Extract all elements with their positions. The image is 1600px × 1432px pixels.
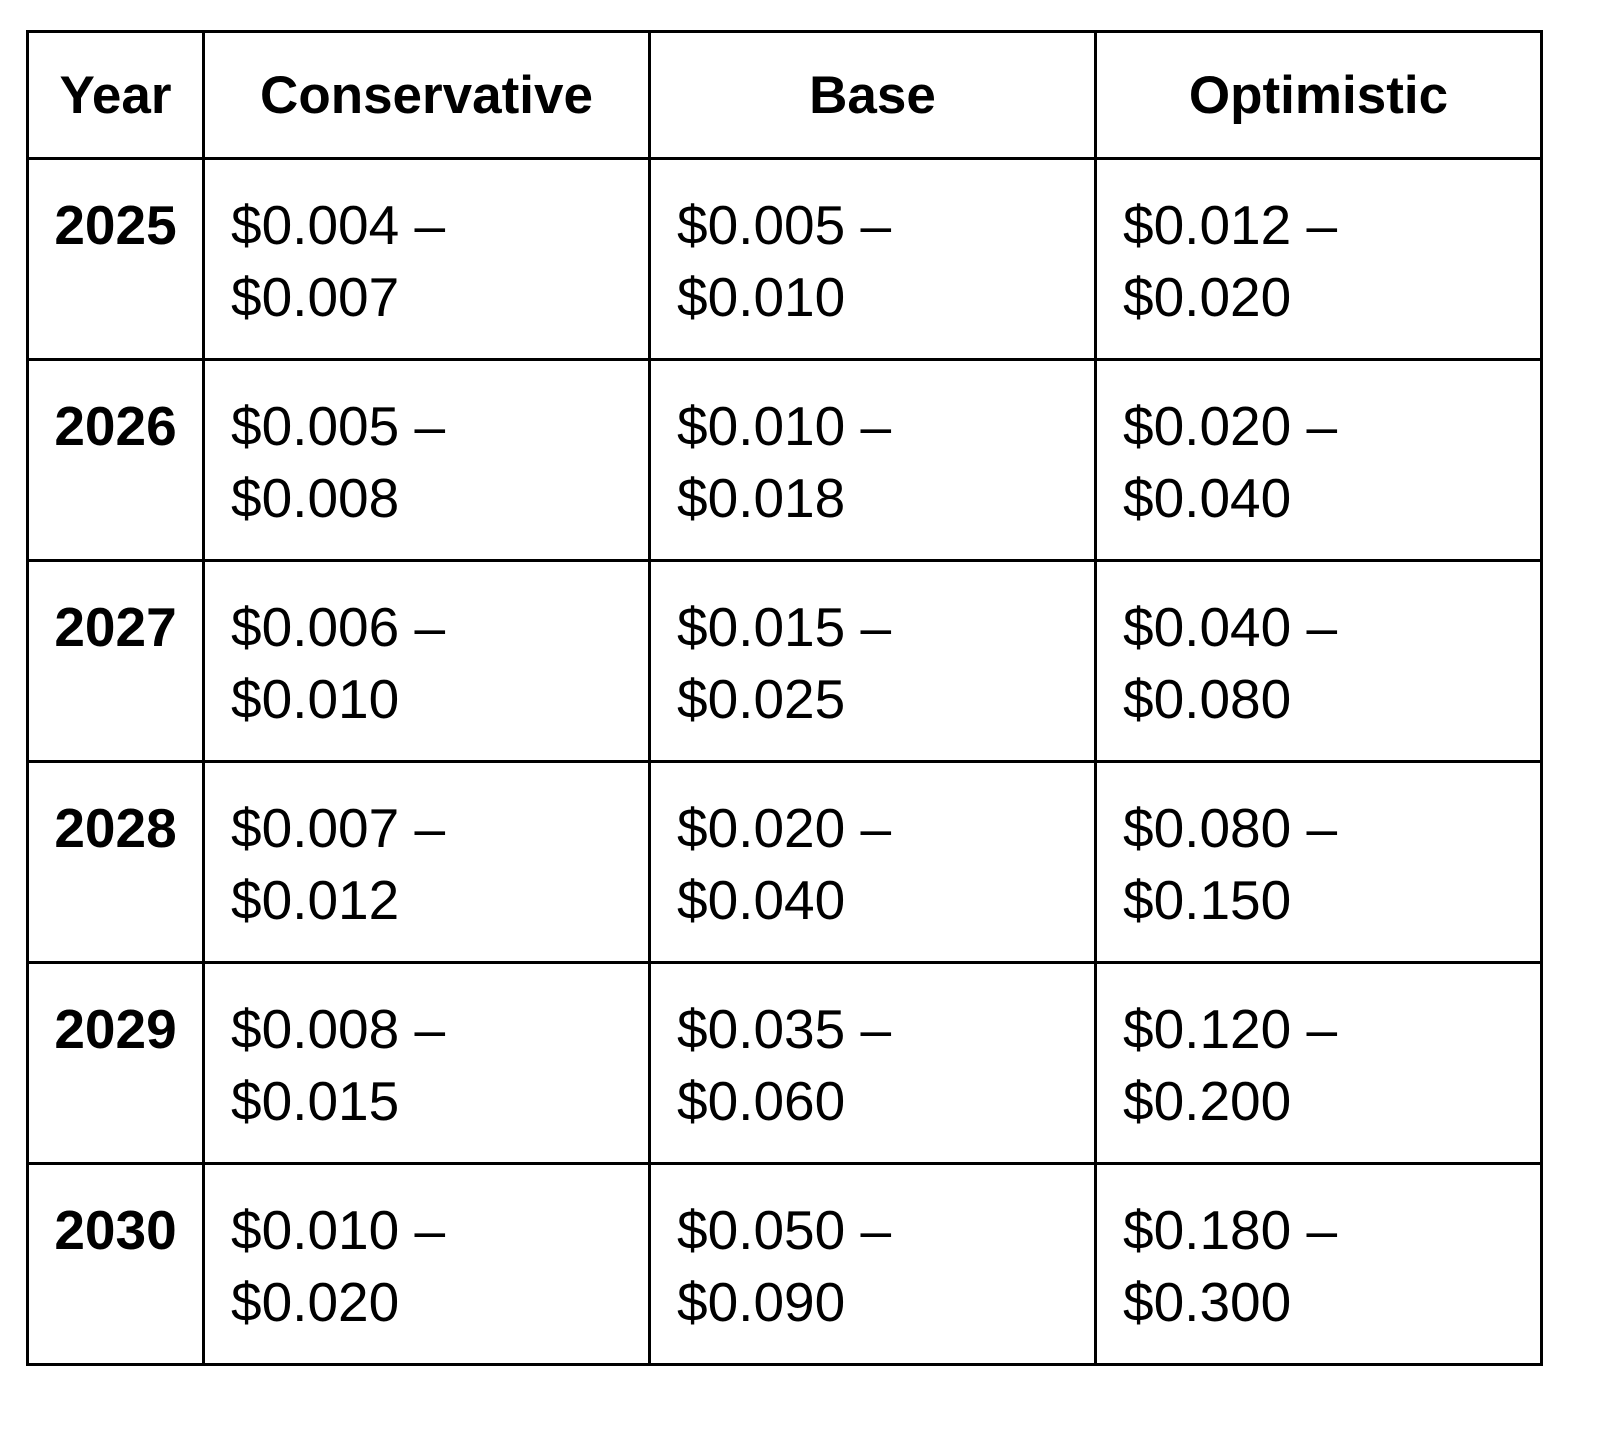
range-high: $0.018 xyxy=(677,467,846,529)
header-row xyxy=(28,32,1542,159)
year-cell: 2030 xyxy=(28,1164,204,1365)
range-low: $0.050 – xyxy=(677,1199,892,1261)
header-optimistic: Optimistic xyxy=(1096,32,1542,159)
range-high: $0.015 xyxy=(231,1070,400,1132)
range-high: $0.010 xyxy=(677,266,846,328)
base-cell xyxy=(650,159,1096,360)
range-high: $0.007 xyxy=(231,266,400,328)
table-header xyxy=(28,32,1542,159)
range-low: $0.020 – xyxy=(677,797,892,859)
base-cell xyxy=(650,762,1096,963)
year-cell: 2029 xyxy=(28,963,204,1164)
conservative-cell xyxy=(204,159,650,360)
range-high: $0.010 xyxy=(231,668,400,730)
range-high: $0.012 xyxy=(231,869,400,931)
range-low: $0.035 – xyxy=(677,998,892,1060)
header-conservative: Conservative xyxy=(204,32,650,159)
table-row xyxy=(28,561,1542,762)
range-high: $0.080 xyxy=(1123,668,1292,730)
range-high: $0.008 xyxy=(231,467,400,529)
range-low: $0.004 – xyxy=(231,194,446,256)
range-high: $0.090 xyxy=(677,1271,846,1333)
year-cell: 2025 xyxy=(28,159,204,360)
year-cell: 2028 xyxy=(28,762,204,963)
table-row xyxy=(28,762,1542,963)
range-low: $0.007 – xyxy=(231,797,446,859)
base-cell xyxy=(650,1164,1096,1365)
optimistic-cell xyxy=(1096,561,1542,762)
range-low: $0.020 – xyxy=(1123,395,1338,457)
range-high: $0.025 xyxy=(677,668,846,730)
header-base: Base xyxy=(650,32,1096,159)
conservative-cell xyxy=(204,360,650,561)
header-year: Year xyxy=(28,32,204,159)
table-body xyxy=(28,159,1542,1365)
range-low: $0.006 – xyxy=(231,596,446,658)
range-low: $0.015 – xyxy=(677,596,892,658)
table-row xyxy=(28,360,1542,561)
range-low: $0.012 – xyxy=(1123,194,1338,256)
price-forecast-table xyxy=(26,30,1543,1366)
conservative-cell xyxy=(204,561,650,762)
range-high: $0.020 xyxy=(231,1271,400,1333)
table-row xyxy=(28,1164,1542,1365)
range-high: $0.040 xyxy=(677,869,846,931)
range-high: $0.150 xyxy=(1123,869,1292,931)
conservative-cell xyxy=(204,1164,650,1365)
range-low: $0.010 – xyxy=(231,1199,446,1261)
conservative-cell xyxy=(204,762,650,963)
year-cell: 2027 xyxy=(28,561,204,762)
optimistic-cell xyxy=(1096,360,1542,561)
optimistic-cell xyxy=(1096,963,1542,1164)
range-low: $0.005 – xyxy=(677,194,892,256)
base-cell xyxy=(650,360,1096,561)
range-low: $0.008 – xyxy=(231,998,446,1060)
range-high: $0.200 xyxy=(1123,1070,1292,1132)
table-row xyxy=(28,963,1542,1164)
conservative-cell xyxy=(204,963,650,1164)
range-high: $0.300 xyxy=(1123,1271,1292,1333)
optimistic-cell xyxy=(1096,159,1542,360)
range-low: $0.120 – xyxy=(1123,998,1338,1060)
range-high: $0.020 xyxy=(1123,266,1292,328)
range-low: $0.080 – xyxy=(1123,797,1338,859)
optimistic-cell xyxy=(1096,1164,1542,1365)
range-low: $0.040 – xyxy=(1123,596,1338,658)
base-cell xyxy=(650,963,1096,1164)
range-high: $0.060 xyxy=(677,1070,846,1132)
range-high: $0.040 xyxy=(1123,467,1292,529)
base-cell xyxy=(650,561,1096,762)
year-cell: 2026 xyxy=(28,360,204,561)
optimistic-cell xyxy=(1096,762,1542,963)
range-low: $0.005 – xyxy=(231,395,446,457)
table-row xyxy=(28,159,1542,360)
range-low: $0.180 – xyxy=(1123,1199,1338,1261)
range-low: $0.010 – xyxy=(677,395,892,457)
